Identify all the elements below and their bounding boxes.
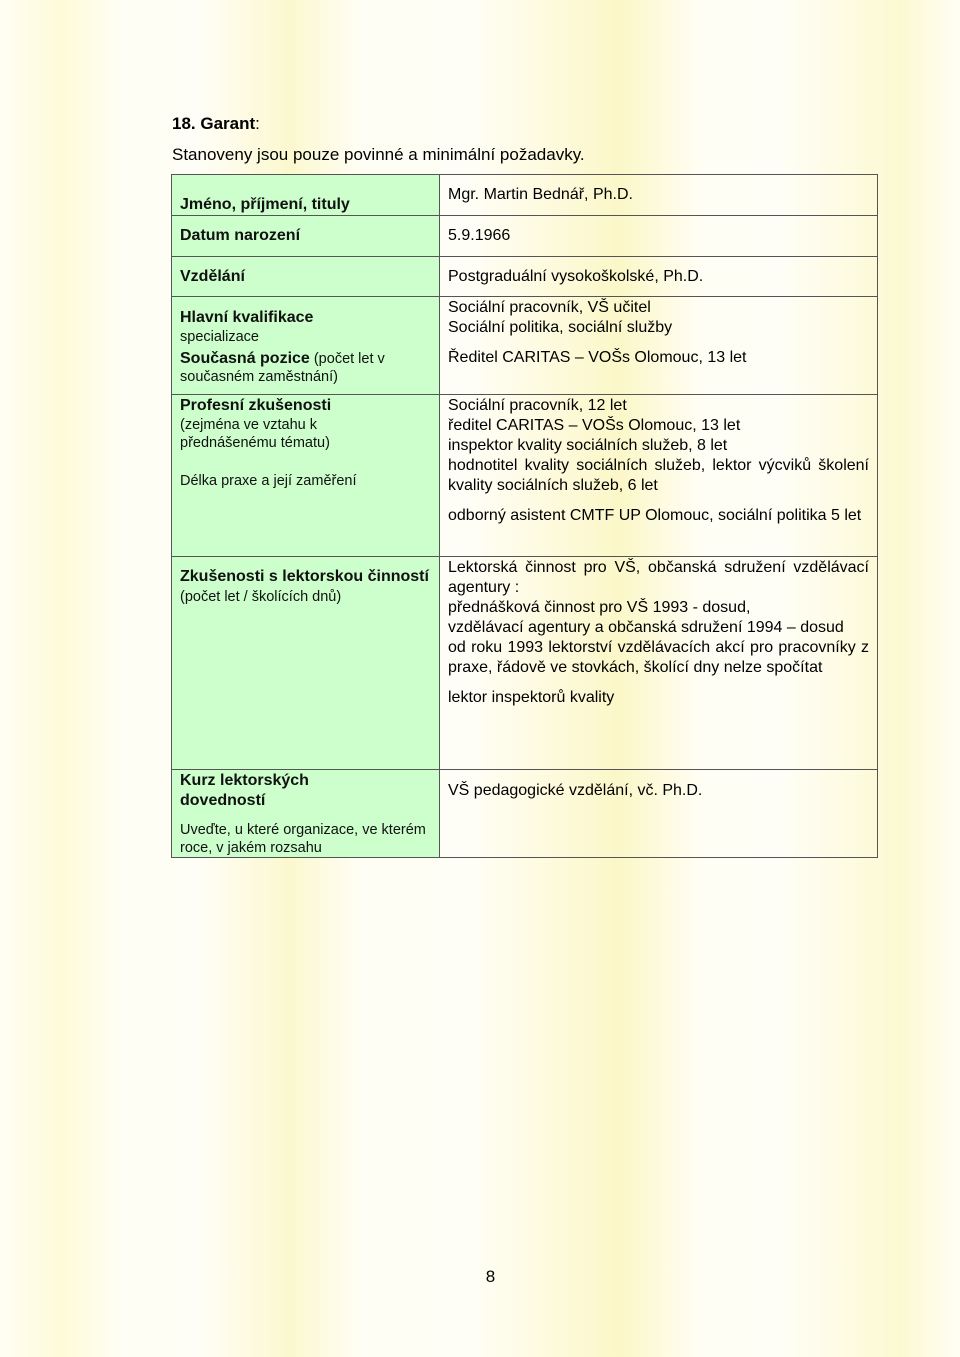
label-birth bbox=[172, 216, 440, 257]
section-number: 18. bbox=[172, 114, 196, 133]
value-course-text: VŠ pedagogické vzdělání, vč. Ph.D. bbox=[448, 782, 703, 799]
value-experience-line-1: ředitel CARITAS – VOŠs Olomouc, 13 let bbox=[448, 417, 741, 434]
value-lecturing-extra: lektor inspektorů kvality bbox=[448, 689, 615, 706]
row-birth bbox=[172, 216, 878, 257]
label-position-main: Současná pozice bbox=[180, 350, 310, 367]
section-title: Garant bbox=[200, 114, 256, 133]
value-experience-line-3: hodnotitel kvality sociálních služeb, lektor výcviků školení kvality sociálních služeb, 6 let bbox=[448, 457, 869, 494]
label-experience bbox=[172, 395, 440, 557]
section-intro: Stanoveny jsou pouze povinné a minimální požadavky. bbox=[172, 145, 585, 164]
page-number: 8 bbox=[485, 1267, 496, 1286]
label-experience-sub: (zejména ve vztahu k přednášenému tématu) bbox=[180, 417, 330, 451]
row-experience bbox=[172, 395, 878, 557]
value-position: Ředitel CARITAS – VOŠs Olomouc, 13 let bbox=[448, 349, 747, 366]
label-course-main: Kurz lektorských dovedností bbox=[180, 772, 309, 809]
label-position bbox=[180, 350, 431, 386]
row-name bbox=[172, 175, 878, 216]
value-education-text: Postgraduální vysokoškolské, Ph.D. bbox=[448, 268, 704, 285]
label-name-text: Jméno, příjmení, tituly bbox=[180, 196, 350, 213]
label-course-sub: Uveďte, u které organizace, ve kterém roce, v jakém rozsahu bbox=[180, 822, 426, 856]
value-experience-line-2: inspektor kvality sociálních služeb, 8 let bbox=[448, 437, 728, 454]
label-lecturing-sub: (počet let / školících dnů) bbox=[180, 589, 342, 605]
value-name bbox=[440, 175, 878, 216]
label-lecturing bbox=[172, 557, 440, 770]
section-colon: : bbox=[255, 114, 260, 133]
value-education bbox=[440, 257, 878, 297]
section-heading bbox=[172, 113, 260, 135]
label-name bbox=[172, 175, 440, 216]
value-lecturing-line-3: od roku 1993 lektorství vzdělávacích akcí pro pracovníky z praxe, řádově ve stovkách, školící dny nelze spočítat bbox=[448, 639, 869, 676]
value-qualification bbox=[440, 297, 878, 395]
value-qualification-line1: Sociální pracovník, VŠ učitel bbox=[448, 299, 651, 316]
row-lecturing bbox=[172, 557, 878, 770]
garant-table bbox=[171, 174, 878, 858]
value-name-text: Mgr. Martin Bednář, Ph.D. bbox=[448, 186, 633, 203]
row-qualification-position bbox=[172, 297, 878, 395]
value-lecturing-line-1: přednášková činnost pro VŠ 1993 - dosud, bbox=[448, 599, 751, 616]
label-lecturing-main: Zkušenosti s lektorskou činností bbox=[180, 568, 429, 585]
value-lecturing bbox=[440, 557, 878, 770]
label-experience-main: Profesní zkušenosti bbox=[180, 397, 332, 414]
label-qualification-sub: specializace bbox=[180, 329, 259, 345]
label-education bbox=[172, 257, 440, 297]
label-experience-extra: Délka praxe a její zaměření bbox=[180, 473, 357, 489]
row-course bbox=[172, 770, 878, 858]
label-qualification bbox=[172, 297, 440, 395]
value-experience-line-0: Sociální pracovník, 12 let bbox=[448, 397, 627, 414]
value-experience-extra: odborný asistent CMTF UP Olomouc, sociální politika 5 let bbox=[448, 507, 862, 524]
value-birth bbox=[440, 216, 878, 257]
value-lecturing-line-2: vzdělávací agentury a občanská sdružení 1994 – dosud bbox=[448, 619, 844, 636]
label-position-sub: (počet let v současném zaměstnání) bbox=[180, 351, 385, 385]
label-education-text: Vzdělání bbox=[180, 268, 245, 285]
label-birth-text: Datum narození bbox=[180, 227, 301, 244]
label-course bbox=[172, 770, 440, 858]
value-course bbox=[440, 770, 878, 858]
value-lecturing-line-0: Lektorská činnost pro VŠ, občanská sdružení vzdělávací agentury : bbox=[448, 559, 869, 596]
row-education bbox=[172, 257, 878, 297]
value-qualification-line2: Sociální politika, sociální služby bbox=[448, 319, 673, 336]
value-birth-text: 5.9.1966 bbox=[448, 227, 511, 244]
value-experience bbox=[440, 395, 878, 557]
label-qualification-main: Hlavní kvalifikace bbox=[180, 309, 314, 326]
